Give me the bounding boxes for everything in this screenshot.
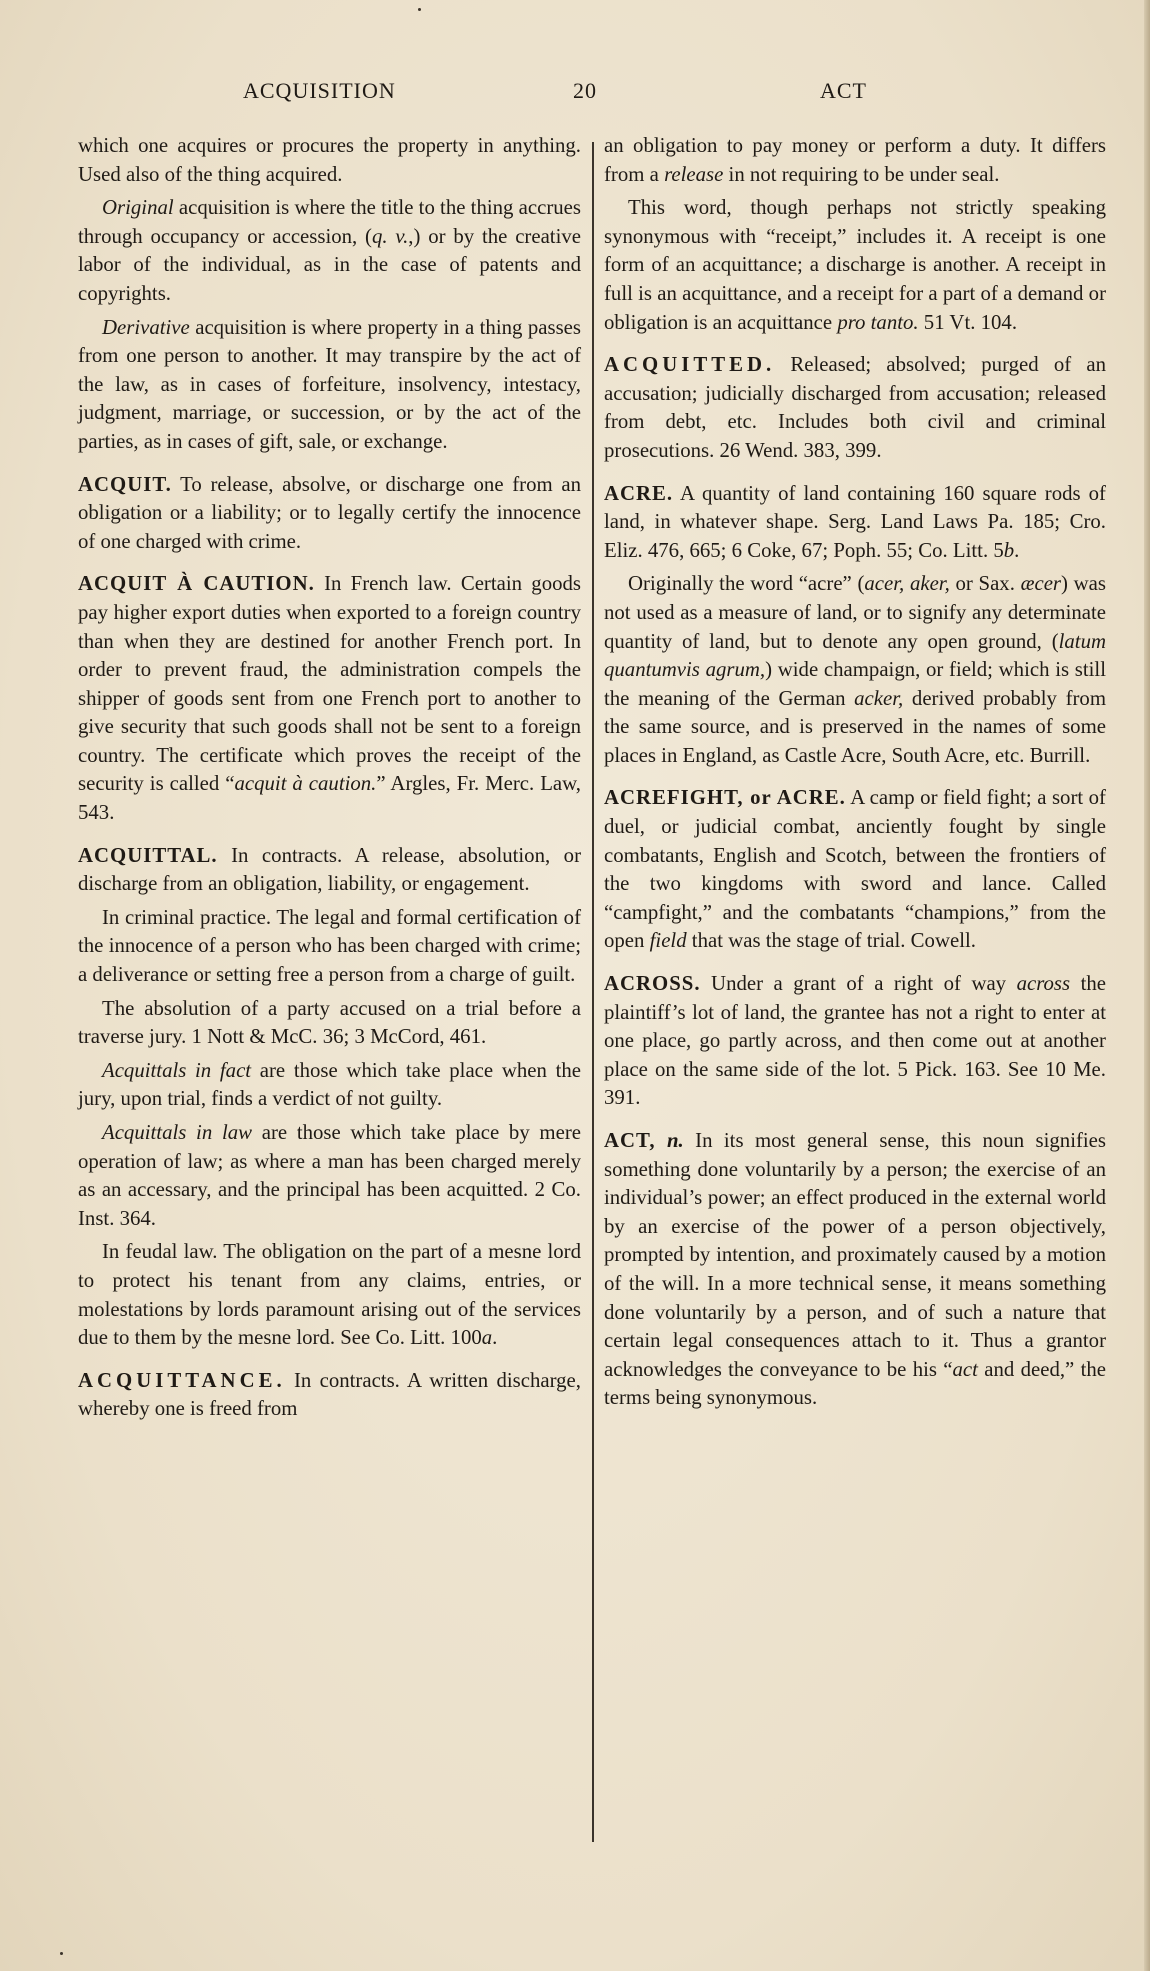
original-acquisition bbox=[78, 194, 581, 308]
acquittal-criminal bbox=[78, 904, 581, 990]
italic-term: pro tanto. bbox=[837, 310, 919, 334]
acquittance-receipt bbox=[604, 194, 1106, 337]
text: derived probably from the same source, and is preserved in the names of some places in England, as Castle Acre, South Acre, etc. Burrill. bbox=[604, 686, 1106, 767]
text: that was the stage of trial. Cowell. bbox=[686, 929, 976, 953]
citation: 51 Vt. 104. bbox=[918, 310, 1018, 334]
italic-term: acker, bbox=[854, 686, 904, 710]
print-speck bbox=[418, 8, 421, 11]
entry-acquitted bbox=[604, 351, 1106, 465]
italic-term: a bbox=[481, 1326, 493, 1350]
text: are those which take place by mere operation of law; as where a man has been charged merely as an accessary, and the principal has been acquitted. 2 Co. Inst. 364. bbox=[78, 1121, 581, 1230]
headword: ACT, bbox=[604, 1129, 656, 1152]
italic-term: b bbox=[1003, 538, 1015, 562]
definition: A quantity of land containing 160 square rods of land, in whatever shape. Serg. Land Laws Pa. 185; Cro. Eliz. 476, 665; 6 Coke, 67; Poph. 55; Co. Litt. 5 bbox=[604, 481, 1106, 562]
text: and deed,” the terms being synonymous. bbox=[604, 1357, 1106, 1410]
text: ) was not used as a measure of land, or to signify any determinate quantity of land, but to denote any open ground, ( bbox=[604, 572, 1106, 653]
acquittal-feudal bbox=[78, 1238, 581, 1352]
text: ) wide champaign, or field; which is still the meaning of the German bbox=[604, 658, 1106, 710]
citation: ” Argles, Fr. Merc. Law, 543. bbox=[78, 772, 582, 825]
text: . bbox=[492, 1326, 498, 1350]
definition: In contracts. A release, absolution, or discharge from an obligation, liability, or engagement. bbox=[78, 843, 581, 896]
entry-acrefight bbox=[604, 784, 1106, 956]
definition: A camp or field fight; a sort of duel, or judicial combat, anciently fought by single combatants, English and Scotch, between the frontiers of the two kingdoms with sword and lance. Called “campfight,” and the combatants “champions,” from the open bbox=[604, 786, 1106, 953]
text: which one acquires or procures the property in anything. Used also of the thing acquired. bbox=[78, 134, 581, 186]
text: acquisition is where the title to the thing accrues through occupancy or accession, ( bbox=[78, 196, 581, 248]
print-speck bbox=[60, 1952, 63, 1955]
headword: ACQUITTED. bbox=[604, 353, 776, 377]
acre-origin bbox=[604, 570, 1106, 770]
italic-term: latum quantumvis agrum, bbox=[604, 629, 1106, 682]
italic-term: Acquittals in fact bbox=[102, 1058, 252, 1082]
text: ,) or by the creative labor of the individual, as in the case of patents and copyrights. bbox=[78, 224, 581, 305]
part-of-speech: n. bbox=[655, 1129, 684, 1152]
text: are those which take place when the jury, upon trial, finds a verdict of not guilty. bbox=[78, 1058, 581, 1111]
headword: ACQUIT. bbox=[78, 472, 172, 496]
derivative-acquisition bbox=[78, 314, 581, 457]
entry-acquit bbox=[78, 471, 581, 557]
page-edge bbox=[1144, 0, 1150, 1971]
acquittance-continued bbox=[604, 132, 1106, 189]
header-right-word: ACT bbox=[820, 78, 867, 103]
definition: Released; absolved; purged of an accusation; judicially discharged from accusation; released from debt, etc. Includes both civil and criminal prosecutions. 26 Wend. 383, 399. bbox=[604, 353, 1106, 462]
entry-acre bbox=[604, 480, 1106, 566]
entry-across bbox=[604, 970, 1106, 1113]
definition: Under a grant of a right of way bbox=[700, 972, 1017, 996]
headword: ACQUITTANCE. bbox=[78, 1368, 286, 1392]
page-number: 20 bbox=[573, 78, 597, 103]
definition: In its most general sense, this noun signifies something done voluntarily by a person; the exercise of an individual’s power; an effect produced in the external world by an exercise of the power of a person objectively, prompted by intention, and proximately caused by a motion of the will. In a more technical sense, it means something done voluntarily by a person, and of such a nature that certain legal consequences attach to it. Thus a grantor acknowledges the conveyance to be his “ bbox=[604, 1129, 1106, 1381]
italic-term: Derivative bbox=[102, 315, 190, 339]
acquittal-absolution bbox=[78, 995, 581, 1052]
text: The absolution of a party accused on a trial before a traverse jury. 1 Nott & McC. 36; 3 McCord, 461. bbox=[78, 996, 581, 1049]
column-divider bbox=[592, 142, 594, 1842]
italic-term: act bbox=[952, 1357, 978, 1381]
header-left-word: ACQUISITION bbox=[243, 78, 396, 103]
definition: To release, absolve, or discharge one from an obligation or a liability; or to legally certify the innocence of one charged with crime. bbox=[78, 472, 581, 553]
italic-term: across bbox=[1016, 972, 1071, 996]
italic-term: field bbox=[649, 929, 687, 953]
text: acquisition is where property in a thing passes from one person to another. It may transpire by the act of the law, as in cases of forfeiture, insolvency, intestacy, judgment, marriage, or succession, or by the act of the parties, as in cases of gift, sale, or exchange. bbox=[78, 315, 581, 453]
text: in not requiring to be under seal. bbox=[723, 162, 1000, 186]
text: In feudal law. The obligation on the part of a mesne lord to protect his tenant from any claims, entries, or molestations by lords paramount arising out of the services due to them by the mesne lord. See Co. Litt. 100 bbox=[78, 1240, 581, 1350]
entry-act bbox=[604, 1127, 1106, 1413]
text: This word, though perhaps not strictly speaking synonymous with “receipt,” includes it. A receipt is one form of an acquittance; a discharge is another. A receipt in full is an acquittance, and a receipt for a part of a demand or obligation is an acquittance bbox=[604, 196, 1106, 334]
headword: ACQUITTAL. bbox=[78, 843, 218, 867]
italic-term: acquit à caution. bbox=[234, 772, 377, 796]
headword: ACREFIGHT, or ACRE. bbox=[604, 786, 846, 810]
headword: ACQUIT À CAUTION. bbox=[78, 572, 315, 596]
entry-acquittance bbox=[78, 1367, 581, 1424]
text: . bbox=[1014, 538, 1020, 562]
text: In criminal practice. The legal and formal certification of the innocence of a person who has been charged with crime; a deliverance or setting free a person from a charge of guilt. bbox=[78, 905, 581, 987]
italic-term: Original bbox=[102, 196, 174, 220]
headword: ACRE. bbox=[604, 481, 674, 505]
entry-acquit-a-caution bbox=[78, 570, 581, 827]
headword: ACROSS. bbox=[604, 972, 701, 996]
acquittals-in-fact bbox=[78, 1057, 581, 1114]
running-header bbox=[0, 78, 1150, 112]
definition: In French law. Certain goods pay higher export duties when exported to a foreign country than when they are destined for another French port. In order to prevent fraud, the administration compels the shipper of goods sent from one French port to another to give security that such goods shall not be sent to a foreign country. The certificate which proves the receipt of the security is called “ bbox=[78, 572, 581, 796]
italic-term: acer, aker, bbox=[864, 572, 950, 596]
right-column bbox=[604, 132, 1106, 1418]
italic-term: release bbox=[664, 162, 724, 186]
acquisition-continued bbox=[78, 132, 581, 189]
text: or Sax. bbox=[949, 572, 1021, 596]
italic-term: Acquittals in law bbox=[102, 1121, 252, 1144]
acquittals-in-law bbox=[78, 1119, 581, 1233]
entry-acquittal bbox=[78, 842, 581, 899]
text: an obligation to pay money or perform a duty. It differs from a bbox=[604, 134, 1106, 186]
text: the plaintiff’s lot of land, the grantee has not a right to enter at one place, go partly across, and then come out at another place on the same side of the lot. 5 Pick. 163. See 10 Me. 391. bbox=[604, 972, 1106, 1110]
definition: In contracts. A written discharge, whereby one is freed from bbox=[78, 1368, 581, 1421]
italic-term: q. v. bbox=[372, 224, 409, 248]
italic-term: æcer bbox=[1020, 572, 1062, 596]
text: Originally the word “acre” ( bbox=[628, 572, 865, 596]
left-column bbox=[78, 132, 581, 1429]
